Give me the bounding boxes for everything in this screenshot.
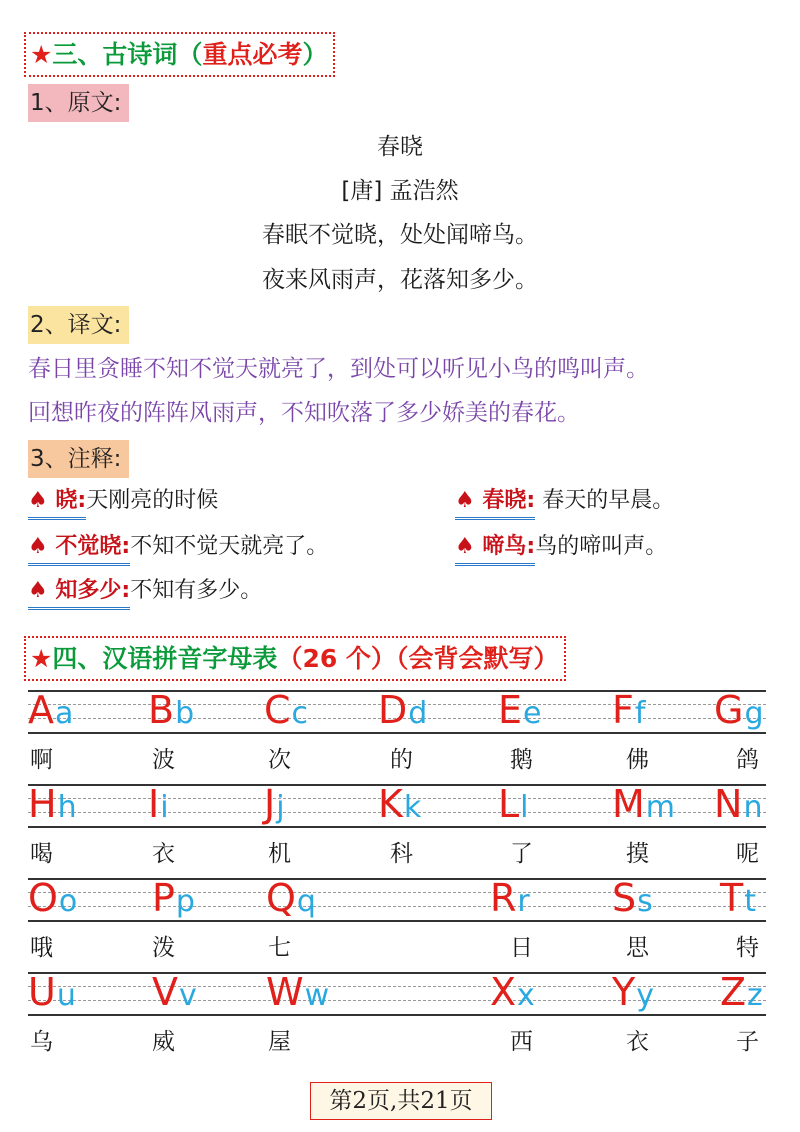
note-term (455, 532, 535, 566)
hanzi-char: 特 (736, 935, 759, 961)
lowercase-letter: w (304, 978, 330, 1013)
uppercase-letter: D (378, 688, 408, 732)
lowercase-letter: j (276, 790, 285, 825)
letter-pair (266, 968, 329, 1024)
lowercase-letter: d (408, 696, 428, 731)
lowercase-letter: q (296, 884, 316, 919)
notes-label: 3、注释: (28, 440, 129, 478)
letter-pair (152, 874, 195, 930)
letter-staff-row (28, 784, 766, 828)
letter-pair (148, 686, 194, 742)
uppercase-letter: B (148, 688, 175, 732)
uppercase-letter: M (612, 782, 645, 826)
note-definition: 鸟的啼叫声。 (535, 534, 668, 559)
uppercase-letter: L (498, 782, 520, 826)
lowercase-letter: l (520, 790, 529, 825)
translation-label: 2、译文: (28, 306, 129, 344)
hanzi-row (28, 834, 766, 874)
letter-pair (612, 874, 653, 930)
lowercase-letter: o (58, 884, 78, 919)
lowercase-letter: s (637, 884, 653, 919)
letter-pair (148, 780, 169, 836)
note-term-text: 晓: (55, 488, 87, 513)
hanzi-char: 机 (268, 841, 291, 867)
uppercase-letter: V (152, 970, 178, 1014)
letter-staff-row (28, 878, 766, 922)
letter-staff-row (28, 690, 766, 734)
section-4-heading (24, 636, 566, 681)
uppercase-letter: Z (720, 970, 747, 1014)
note-definition: 天刚亮的时候 (86, 488, 219, 513)
uppercase-letter: O (28, 876, 58, 920)
lowercase-letter: m (645, 790, 676, 825)
lowercase-letter: k (403, 790, 422, 825)
uppercase-letter: E (498, 688, 523, 732)
hanzi-char: 乌 (30, 1029, 53, 1055)
letter-pair (378, 780, 421, 836)
note-term (28, 532, 130, 566)
note-definition: 春天的早晨。 (535, 488, 675, 513)
hanzi-char: 子 (736, 1029, 759, 1055)
lowercase-letter: p (175, 884, 195, 919)
hanzi-char: 思 (626, 935, 649, 961)
hanzi-row (28, 1022, 766, 1062)
poem-author: [唐] 孟浩然 (341, 178, 459, 204)
section-4-title: 四、汉语拼音字母表 (52, 644, 278, 673)
note-definition: 不知不觉天就亮了。 (130, 534, 329, 559)
letter-staff-row (28, 972, 766, 1016)
uppercase-letter: J (264, 782, 276, 826)
lowercase-letter: c (291, 696, 309, 731)
hanzi-char: 了 (510, 841, 533, 867)
spade-icon: ♠ (455, 488, 475, 513)
hanzi-char: 呢 (736, 841, 759, 867)
original-label: 1、原文: (28, 84, 129, 122)
lowercase-letter: b (175, 696, 195, 731)
hanzi-char: 衣 (626, 1029, 649, 1055)
uppercase-letter: S (612, 876, 637, 920)
uppercase-letter: Q (266, 876, 296, 920)
lowercase-letter: y (636, 978, 654, 1013)
letter-pair (612, 968, 654, 1024)
letter-pair (264, 780, 285, 836)
section-4-count: （26 个） (277, 644, 396, 673)
uppercase-letter: A (28, 688, 54, 732)
poem-line-1: 春眠不觉晓，处处闻啼鸟。 (262, 222, 538, 248)
letter-pair (266, 874, 316, 930)
hanzi-char: 威 (152, 1029, 175, 1055)
spade-icon: ♠ (455, 534, 475, 559)
note-item (455, 486, 674, 520)
lowercase-letter: a (55, 696, 74, 731)
uppercase-letter: W (266, 970, 304, 1014)
lowercase-letter: v (179, 978, 197, 1013)
uppercase-letter: N (714, 782, 743, 826)
hanzi-char: 西 (510, 1029, 533, 1055)
hanzi-char: 衣 (152, 841, 175, 867)
lowercase-letter: f (634, 696, 646, 731)
translation-line-2: 回想昨夜的阵阵风雨声，不知吹落了多少娇美的春花。 (28, 400, 580, 426)
lowercase-letter: u (56, 978, 76, 1013)
letter-pair (720, 874, 756, 930)
hanzi-char: 哦 (30, 935, 53, 961)
lowercase-letter: e (523, 696, 542, 731)
lowercase-letter: z (747, 978, 763, 1013)
note-item (455, 532, 667, 566)
star-icon: ★ (30, 40, 53, 69)
uppercase-letter: P (152, 876, 175, 920)
lowercase-letter: g (744, 696, 764, 731)
uppercase-letter: U (28, 970, 56, 1014)
uppercase-letter: C (264, 688, 291, 732)
hanzi-char: 泼 (152, 935, 175, 961)
hanzi-char: 日 (510, 935, 533, 961)
letter-pair (498, 686, 541, 742)
note-term-text: 知多少: (55, 578, 131, 603)
paren-close: ） (302, 40, 328, 69)
spade-icon: ♠ (28, 488, 48, 513)
uppercase-letter: G (714, 688, 744, 732)
note-item (28, 532, 328, 566)
letter-pair (490, 874, 530, 930)
hanzi-char: 鹅 (510, 747, 533, 773)
letter-pair (612, 686, 645, 742)
hanzi-char: 摸 (626, 841, 649, 867)
hanzi-char: 喝 (30, 841, 53, 867)
section-3-title: 三、古诗词 (52, 40, 178, 69)
letter-pair (720, 968, 763, 1024)
uppercase-letter: Y (612, 970, 636, 1014)
section-3-heading (24, 32, 335, 77)
letter-pair (264, 686, 308, 742)
translation-line-1: 春日里贪睡不知不觉天就亮了，到处可以听见小鸟的鸣叫声。 (28, 356, 649, 382)
lowercase-letter: h (57, 790, 77, 825)
uppercase-letter: H (28, 782, 57, 826)
note-term (28, 486, 86, 520)
hanzi-row (28, 928, 766, 968)
note-term-text: 啼鸟: (482, 534, 536, 559)
poem-title: 春晓 (377, 134, 423, 160)
hanzi-char: 啊 (30, 747, 53, 773)
note-definition: 不知有多少。 (130, 578, 263, 603)
letter-pair (28, 686, 73, 742)
star-icon: ★ (30, 644, 53, 673)
paren-open: （ (177, 40, 203, 69)
letter-pair (152, 968, 197, 1024)
letter-pair (612, 780, 675, 836)
hanzi-char: 鸽 (736, 747, 759, 773)
spade-icon: ♠ (28, 534, 48, 559)
uppercase-letter: T (720, 876, 744, 920)
lowercase-letter: r (517, 884, 530, 919)
hanzi-char: 屋 (268, 1029, 291, 1055)
hanzi-char: 佛 (626, 747, 649, 773)
note-term-text: 不觉晓: (55, 534, 131, 559)
letter-pair (28, 780, 77, 836)
section-4-note: （会背会默写） (395, 644, 559, 673)
letter-pair (378, 686, 427, 742)
uppercase-letter: K (378, 782, 403, 826)
letter-pair (714, 686, 764, 742)
letter-pair (28, 968, 76, 1024)
letter-pair (498, 780, 529, 836)
page-number: 第2页,共21页 (310, 1082, 492, 1120)
letter-pair (28, 874, 77, 930)
lowercase-letter: n (743, 790, 763, 825)
note-item (28, 576, 262, 610)
hanzi-char: 科 (390, 841, 413, 867)
uppercase-letter: R (490, 876, 517, 920)
hanzi-row (28, 740, 766, 780)
poem-line-2: 夜来风雨声，花落知多少。 (262, 267, 538, 293)
letter-pair (490, 968, 535, 1024)
hanzi-char: 波 (152, 747, 175, 773)
note-item (28, 486, 218, 520)
note-term-text: 春晓: (482, 488, 536, 513)
lowercase-letter: x (517, 978, 535, 1013)
hanzi-char: 次 (268, 747, 291, 773)
lowercase-letter: t (744, 884, 756, 919)
lowercase-letter: i (160, 790, 169, 825)
spade-icon: ♠ (28, 578, 48, 603)
uppercase-letter: I (148, 782, 160, 826)
letter-pair (714, 780, 762, 836)
note-term (455, 486, 535, 520)
section-3-emphasis: 重点必考 (202, 40, 303, 69)
uppercase-letter: X (490, 970, 517, 1014)
hanzi-char: 七 (268, 935, 291, 961)
hanzi-char: 的 (390, 747, 413, 773)
note-term (28, 576, 130, 610)
uppercase-letter: F (612, 688, 634, 732)
